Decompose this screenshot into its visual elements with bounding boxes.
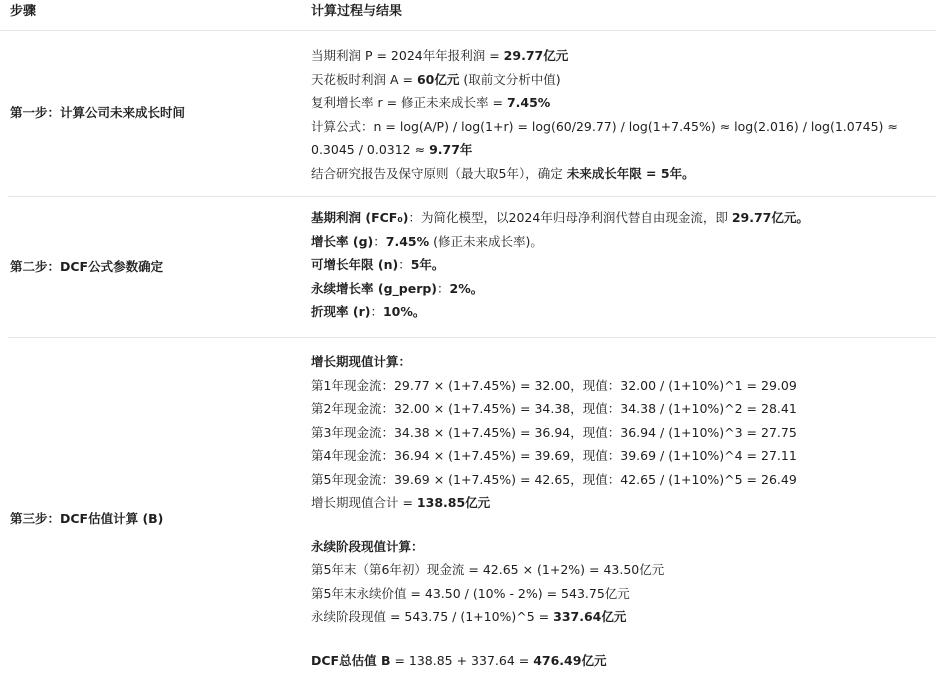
content-line: 折现率 (r)：10%。 xyxy=(311,304,426,319)
table-row-step2 xyxy=(8,197,936,338)
header-step: 步骤 xyxy=(10,4,37,19)
step-label: 第三步：DCF估值计算 (B) xyxy=(10,511,164,526)
perp-pv: 永续阶段现值 = 543.75 / (1+10%)^5 = 337.64亿元 xyxy=(311,609,627,624)
content-line: 可增长年限 (n)：5年。 xyxy=(311,257,445,272)
growth-line: 第2年现金流：32.00 × (1+7.45%) = 34.38，现值：34.38 / (1+10%)^2 = 28.41 xyxy=(311,401,797,416)
growth-title: 增长期现值计算： xyxy=(311,354,412,369)
perp-line: 第5年末（第6年初）现金流 = 42.65 × (1+2%) = 43.50亿元 xyxy=(311,562,665,577)
step-content xyxy=(311,338,936,672)
perp-line: 第5年末永续价值 = 43.50 / (10% - 2%) = 543.75亿元 xyxy=(311,585,630,601)
growth-line: 第1年现金流：29.77 × (1+7.45%) = 32.00，现值：32.00 / (1+10%)^1 = 29.09 xyxy=(311,377,797,393)
growth-total: 增长期现值合计 = 138.85亿元 xyxy=(311,495,491,510)
table-row-step1 xyxy=(8,31,936,197)
growth-line: 第5年现金流：39.69 × (1+7.45%) = 42.65，现值：42.65 / (1+10%)^5 = 26.49 xyxy=(311,471,797,487)
content-line: 结合研究报告及保守原则（最大取5年），确定 未来成长年限 = 5年。 xyxy=(311,165,695,181)
step-label: 第一步：计算公司未来成长时间 xyxy=(10,105,186,120)
step-content xyxy=(311,197,936,324)
content-line: 永续增长率 (g_perp)：2%。 xyxy=(311,280,484,296)
dcf-total: DCF总估值 B = 138.85 + 337.64 = 476.49亿元 xyxy=(311,652,607,668)
content-line: 当期利润 P = 2024年年报利润 = 29.77亿元 xyxy=(311,48,569,63)
growth-line: 第4年现金流：36.94 × (1+7.45%) = 39.69，现值：39.69 / (1+10%)^4 = 27.11 xyxy=(311,448,797,463)
content-line: 基期利润 (FCF₀)：为简化模型，以2024年归母净利润代替自由现金流，即 29.77亿元。 xyxy=(311,210,809,225)
header-process: 计算过程与结果 xyxy=(311,4,403,19)
content-line: 天花板时利润 A = 60亿元 (取前文分析中值) xyxy=(311,71,561,87)
step-content xyxy=(311,31,936,185)
content-line: 增长率 (g)：7.45% (修正未来成长率)。 xyxy=(311,233,543,249)
content-line: 计算公式：n = log(A/P) / log(1+r) = log(60/29.77) / log(1+7.45%) ≈ log(2.016) / log(1.0745) ≈ 0.3045 / 0.0312 ≈ 9.77年 xyxy=(311,118,898,157)
table-row-step3 xyxy=(8,338,936,684)
content-line: 复利增长率 r = 修正未来成长率 = 7.45% xyxy=(311,95,551,110)
perp-title: 永续阶段现值计算： xyxy=(311,538,424,554)
step-label: 第二步：DCF公式参数确定 xyxy=(10,259,164,274)
table-header xyxy=(0,0,936,31)
growth-line: 第3年现金流：34.38 × (1+7.45%) = 36.94，现值：36.94 / (1+10%)^3 = 27.75 xyxy=(311,424,797,440)
